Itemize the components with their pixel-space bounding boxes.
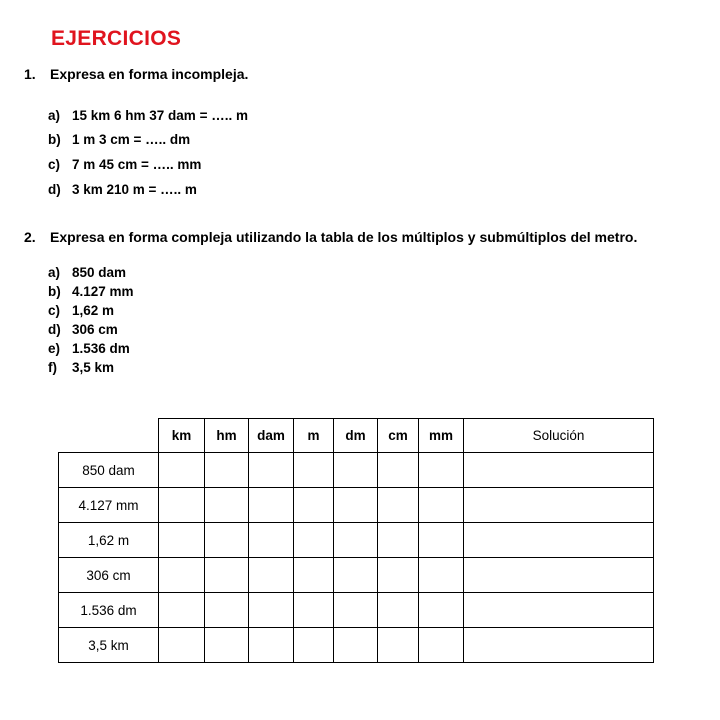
answer-cell-solution[interactable] — [464, 488, 654, 523]
answer-cell-dam[interactable] — [249, 488, 294, 523]
q1-item-letter: d) — [48, 182, 61, 197]
conversion-table — [58, 418, 654, 663]
row-label: 1.536 dm — [59, 593, 159, 628]
answer-cell-m[interactable] — [294, 453, 334, 488]
answer-cell-m[interactable] — [294, 628, 334, 663]
answer-cell-mm[interactable] — [419, 523, 464, 558]
answer-cell-solution[interactable] — [464, 453, 654, 488]
page-title: EJERCICIOS — [51, 27, 182, 50]
answer-cell-hm[interactable] — [205, 558, 249, 593]
answer-cell-m[interactable] — [294, 558, 334, 593]
answer-cell-hm[interactable] — [205, 593, 249, 628]
q1-item-letter: b) — [48, 132, 61, 147]
answer-cell-cm[interactable] — [378, 558, 419, 593]
header-solution: Solución — [464, 419, 654, 453]
table-row — [59, 453, 654, 488]
answer-cell-solution[interactable] — [464, 628, 654, 663]
answer-cell-mm[interactable] — [419, 593, 464, 628]
answer-cell-km[interactable] — [159, 453, 205, 488]
q2-item-f — [48, 360, 114, 375]
table-header-row — [59, 419, 654, 453]
answer-cell-km[interactable] — [159, 558, 205, 593]
answer-cell-hm[interactable] — [205, 453, 249, 488]
answer-cell-mm[interactable] — [419, 558, 464, 593]
q2-item-letter: f) — [48, 360, 57, 375]
answer-cell-dam[interactable] — [249, 453, 294, 488]
answer-cell-dm[interactable] — [334, 453, 378, 488]
row-label: 850 dam — [59, 453, 159, 488]
answer-cell-cm[interactable] — [378, 593, 419, 628]
q2-item-text: 850 dam — [72, 265, 127, 280]
q2-item-a — [48, 265, 126, 280]
answer-cell-cm[interactable] — [378, 453, 419, 488]
question-1-text: Expresa en forma incompleja. — [50, 66, 249, 82]
question-2 — [24, 229, 637, 245]
answer-cell-dm[interactable] — [334, 558, 378, 593]
q2-item-text: 3,5 km — [72, 360, 115, 375]
question-2-text: Expresa en forma compleja utilizando la tabla de los múltiplos y submúltiplos del metro. — [50, 229, 638, 245]
header-hm: hm — [205, 419, 249, 453]
answer-cell-m[interactable] — [294, 488, 334, 523]
answer-cell-km[interactable] — [159, 523, 205, 558]
answer-cell-dm[interactable] — [334, 488, 378, 523]
answer-cell-hm[interactable] — [205, 628, 249, 663]
answer-cell-km[interactable] — [159, 628, 205, 663]
table-row — [59, 488, 654, 523]
answer-cell-dm[interactable] — [334, 593, 378, 628]
q1-item-d — [48, 182, 197, 197]
answer-cell-dm[interactable] — [334, 523, 378, 558]
header-mm: mm — [419, 419, 464, 453]
header-dm: dm — [334, 419, 378, 453]
answer-cell-m[interactable] — [294, 523, 334, 558]
q2-item-letter: e) — [48, 341, 61, 356]
q1-item-b — [48, 132, 190, 147]
q2-item-letter: a) — [48, 265, 61, 280]
answer-cell-dam[interactable] — [249, 558, 294, 593]
header-km: km — [159, 419, 205, 453]
answer-cell-mm[interactable] — [419, 488, 464, 523]
table-row — [59, 558, 654, 593]
answer-cell-cm[interactable] — [378, 523, 419, 558]
question-2-number: 2. — [24, 229, 36, 245]
table-row — [59, 628, 654, 663]
table-row — [59, 593, 654, 628]
q2-item-letter: d) — [48, 322, 61, 337]
q2-item-d — [48, 322, 118, 337]
answer-cell-solution[interactable] — [464, 558, 654, 593]
answer-cell-solution[interactable] — [464, 523, 654, 558]
answer-cell-cm[interactable] — [378, 488, 419, 523]
row-label: 4.127 mm — [59, 488, 159, 523]
question-1-number: 1. — [24, 66, 36, 82]
table-row — [59, 523, 654, 558]
q2-item-letter: b) — [48, 284, 61, 299]
answer-cell-km[interactable] — [159, 488, 205, 523]
q2-item-text: 1.536 dm — [72, 341, 130, 356]
answer-cell-dam[interactable] — [249, 523, 294, 558]
q2-item-text: 1,62 m — [72, 303, 115, 318]
table-corner-cell — [59, 419, 159, 453]
answer-cell-hm[interactable] — [205, 488, 249, 523]
answer-cell-mm[interactable] — [419, 628, 464, 663]
answer-cell-cm[interactable] — [378, 628, 419, 663]
q2-item-text: 306 cm — [72, 322, 118, 337]
q1-item-text: 15 km 6 hm 37 dam = ….. m — [72, 108, 248, 123]
q1-item-text: 7 m 45 cm = ….. mm — [72, 157, 202, 172]
q2-item-text: 4.127 mm — [72, 284, 134, 299]
answer-cell-m[interactable] — [294, 593, 334, 628]
q1-item-letter: a) — [48, 108, 61, 123]
answer-cell-hm[interactable] — [205, 523, 249, 558]
header-m: m — [294, 419, 334, 453]
answer-cell-solution[interactable] — [464, 593, 654, 628]
answer-cell-km[interactable] — [159, 593, 205, 628]
answer-cell-dam[interactable] — [249, 593, 294, 628]
q1-item-a — [48, 108, 248, 123]
question-1 — [24, 66, 248, 82]
row-label: 1,62 m — [59, 523, 159, 558]
q1-item-letter: c) — [48, 157, 61, 172]
q1-item-c — [48, 157, 201, 172]
q1-item-text: 1 m 3 cm = ….. dm — [72, 132, 191, 147]
header-cm: cm — [378, 419, 419, 453]
q2-item-letter: c) — [48, 303, 61, 318]
row-label: 306 cm — [59, 558, 159, 593]
q2-item-c — [48, 303, 114, 318]
answer-cell-dm[interactable] — [334, 628, 378, 663]
answer-cell-mm[interactable] — [419, 453, 464, 488]
q2-item-b — [48, 284, 134, 299]
answer-cell-dam[interactable] — [249, 628, 294, 663]
q1-item-text: 3 km 210 m = ….. m — [72, 182, 197, 197]
header-dam: dam — [249, 419, 294, 453]
row-label: 3,5 km — [59, 628, 159, 663]
q2-item-e — [48, 341, 130, 356]
